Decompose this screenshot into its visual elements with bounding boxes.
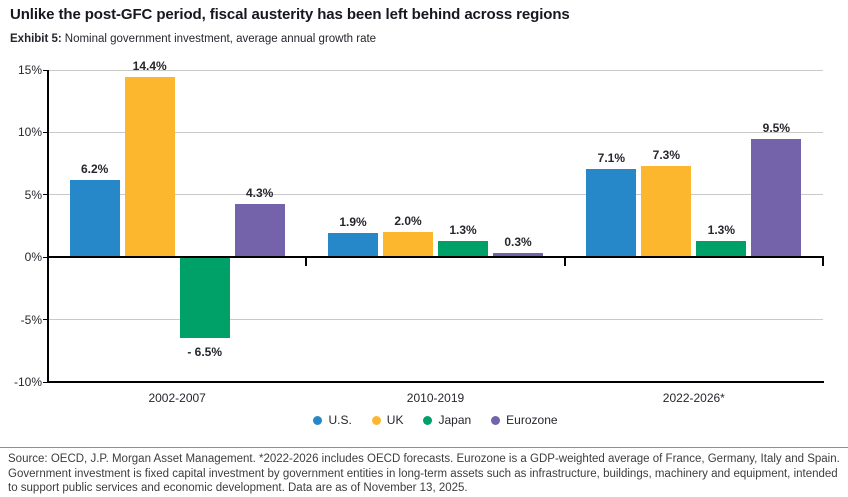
legend-dot-icon — [491, 416, 500, 425]
legend-label: U.S. — [328, 413, 352, 427]
legend-item-uk — [372, 413, 404, 427]
bar-uk-2022-2026 — [641, 166, 691, 257]
bar-value-japan-2022-2026: 1.3% — [707, 222, 735, 237]
bar-value-uk-2010-2019: 2.0% — [394, 214, 422, 229]
bar-value-uk-2002-2007: 14.4% — [132, 59, 167, 74]
legend-label: Japan — [438, 413, 472, 427]
page-title: Unlike the post-GFC period, fiscal austerity has been left behind across regions — [10, 6, 570, 23]
x-axis-line — [47, 381, 824, 383]
zero-baseline — [47, 256, 824, 258]
legend-label: Eurozone — [506, 413, 558, 427]
bar-value-japan-2010-2019: 1.3% — [449, 222, 477, 237]
bar-japan-2022-2026 — [696, 241, 746, 257]
source-note: Source: OECD, J.P. Morgan Asset Management. *2022-2026 includes OECD forecasts. Eurozone is a GDP-weighted average of France, Germany, Italy and Spain. Government investment is fixed capital investment by government entities in long-term assets such as infrastructure, buildings, machinery and equipment, intended to support public services and economic development. Data are as of November 13, 2025. — [8, 453, 840, 495]
bar-u-s-2022-2026 — [586, 169, 636, 258]
bar-u-s-2002-2007 — [70, 180, 120, 257]
y-axis-label-0: 0% — [24, 250, 42, 265]
legend-item-eurozone — [491, 413, 557, 427]
bar-uk-2002-2007 — [125, 77, 175, 257]
bar-value-eurozone-2010-2019: 0.3% — [504, 235, 532, 250]
legend-item-japan — [423, 413, 471, 427]
category-tick — [822, 257, 824, 266]
chart-legend — [48, 413, 823, 427]
legend-dot-icon — [313, 416, 322, 425]
category-tick — [305, 257, 307, 266]
y-axis-label-15: 15% — [17, 63, 42, 77]
y-axis-line — [47, 70, 49, 383]
bar-value-uk-2022-2026: 7.3% — [652, 148, 680, 163]
category-tick — [564, 257, 566, 266]
legend-item-u-s — [313, 413, 351, 427]
bar-value-u-s-2010-2019: 1.9% — [339, 215, 367, 230]
y-axis-label-5: 5% — [24, 187, 42, 202]
bar-eurozone-2022-2026 — [751, 139, 801, 258]
bar-japan-2002-2007 — [180, 257, 230, 338]
y-axis-label-10: -10% — [13, 375, 42, 389]
bar-japan-2010-2019 — [438, 241, 488, 257]
bar-value-eurozone-2002-2007: 4.3% — [245, 185, 274, 200]
y-axis-label-10: 10% — [17, 125, 42, 140]
y-axis-label-5: -5% — [20, 312, 42, 327]
footer-divider — [0, 447, 848, 448]
exhibit-label: Exhibit 5: — [10, 33, 62, 45]
legend-dot-icon — [423, 416, 432, 425]
gridline-5 — [48, 319, 823, 320]
legend-label: UK — [386, 413, 404, 427]
legend-dot-icon — [372, 416, 381, 425]
x-axis-label-2002-2007: 2002-2007 — [148, 391, 206, 405]
x-axis-label-2010-2019: 2010-2019 — [406, 391, 465, 405]
bar-u-s-2010-2019 — [328, 233, 378, 257]
exhibit-description: Nominal government investment, average annual growth rate — [64, 33, 377, 45]
bar-eurozone-2002-2007 — [235, 204, 285, 258]
bar-value-u-s-2002-2007: 6.2% — [80, 161, 109, 176]
bar-value-u-s-2022-2026: 7.1% — [597, 150, 625, 165]
x-axis-label-2022-2026: 2022-2026* — [662, 391, 725, 405]
bar-value-japan-2002-2007: - 6.5% — [187, 345, 222, 360]
bar-value-eurozone-2022-2026: 9.5% — [762, 120, 790, 135]
bar-uk-2010-2019 — [383, 232, 433, 257]
